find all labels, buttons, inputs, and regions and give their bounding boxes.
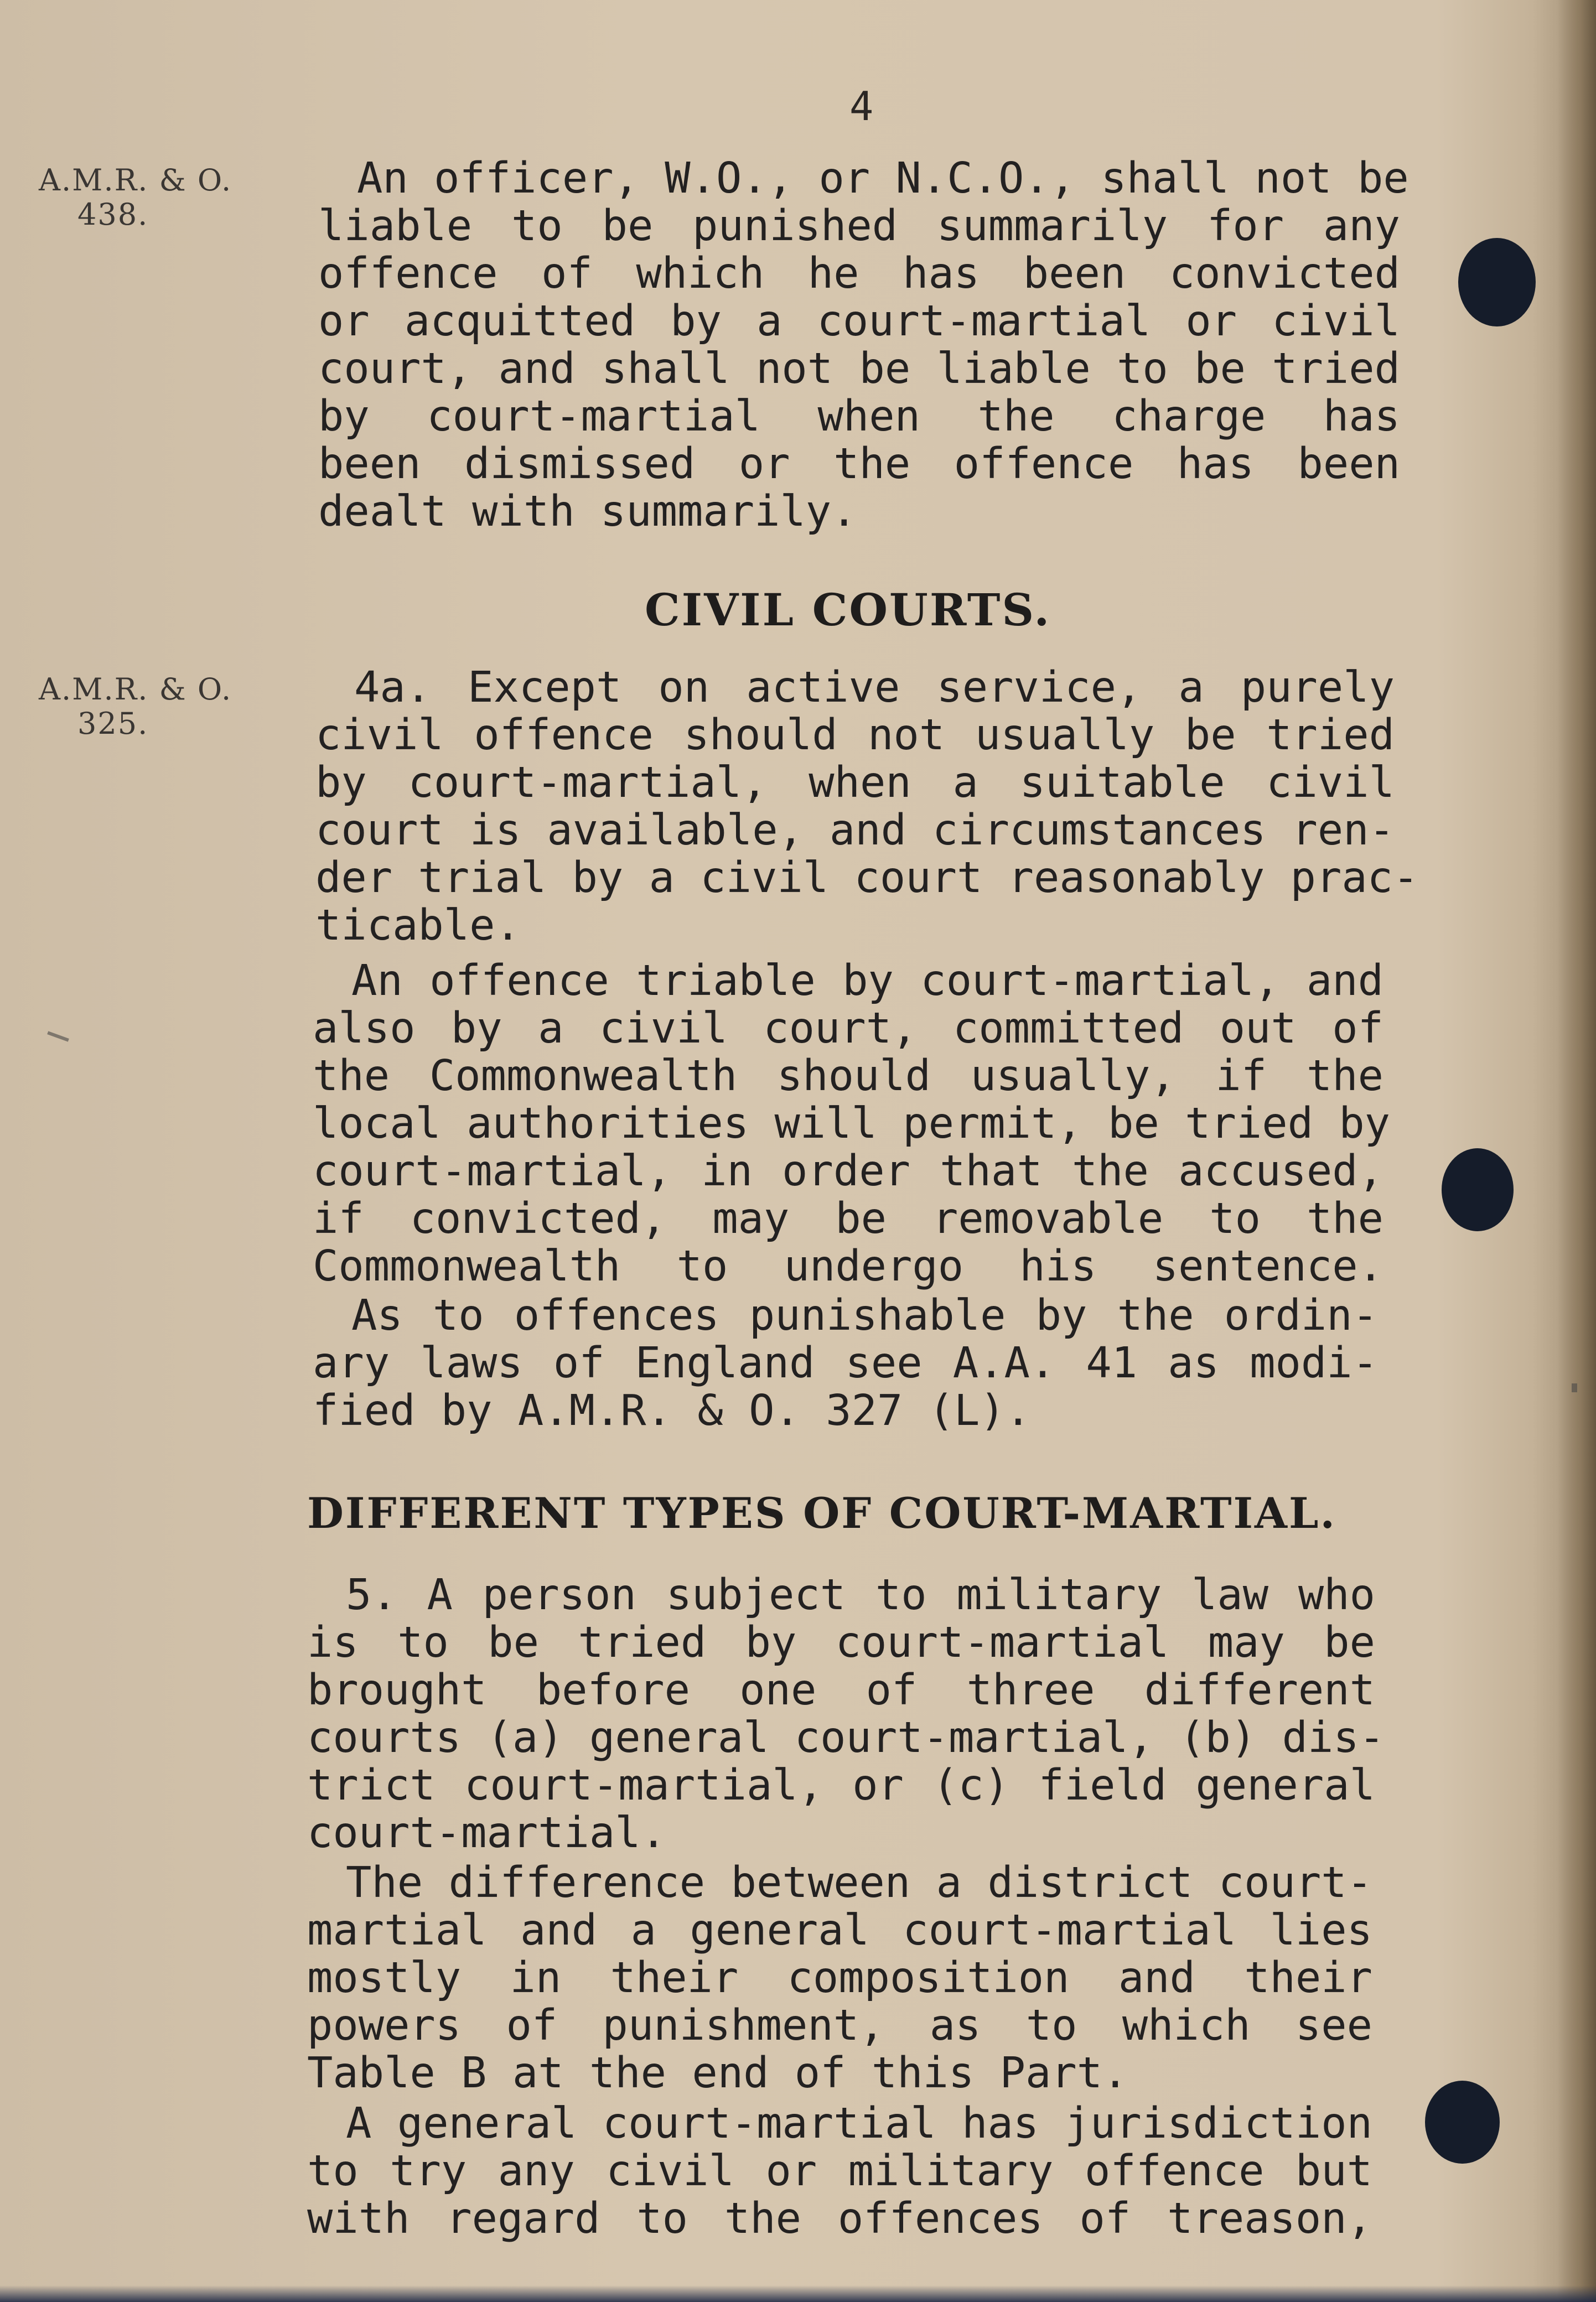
text-line: been dismissed or the offence has been: [318, 439, 1400, 489]
text-line: by court-martial, when a suitable civil: [315, 758, 1395, 807]
paragraph-offence-abroad: [313, 956, 1391, 1291]
paragraph-4a: [315, 663, 1419, 950]
text-line: dealt with summarily.: [318, 487, 857, 536]
text-line: civil offence should not usually be tried: [315, 711, 1395, 760]
margin-mark: [47, 1031, 69, 1041]
text-line: local authorities will permit, be tried by: [313, 1099, 1391, 1148]
text-line: An officer, W.O., or N.C.O., shall not be: [357, 154, 1409, 203]
text-line: is to be tried by court-martial may be: [307, 1618, 1375, 1667]
text-line: martial and a general court-martial lies: [307, 1906, 1372, 1955]
text-line: offence of which he has been convicted: [318, 249, 1400, 298]
text-line: ticable.: [315, 901, 521, 950]
page-edge-shadow: [1557, 0, 1596, 2302]
text-line: As to offences punishable by the ordin-: [351, 1291, 1378, 1340]
paragraph-difference: [307, 1859, 1372, 2097]
text-line: 4a. Except on active service, a purely: [354, 663, 1395, 712]
text-line: An offence triable by court-martial, and: [351, 956, 1383, 1005]
page-number: 4: [849, 83, 874, 129]
text-line: fied by A.M.R. & O. 327 (L).: [313, 1386, 1032, 1435]
paragraph-4: [318, 154, 1409, 536]
margin-mark: [1572, 1383, 1577, 1392]
paragraph-general-court-martial: [307, 2100, 1372, 2243]
text-line: The difference between a district court-: [346, 1858, 1372, 1907]
text-line: Commonwealth to undergo his sentence.: [313, 1242, 1383, 1291]
text-line: liable to be punished summarily for any: [318, 201, 1400, 251]
text-line: if convicted, may be removable to the: [313, 1194, 1383, 1243]
paragraph-laws-of-england: [313, 1292, 1378, 1435]
margin-reference: [39, 672, 232, 741]
text-line: courts (a) general court-martial, (b) dis-: [307, 1713, 1385, 1762]
text-line: court, and shall not be liable to be tried: [318, 344, 1400, 393]
text-line: court is available, and circumstances ren-: [315, 806, 1395, 855]
text-line: or acquitted by a court-martial or civil: [318, 297, 1400, 346]
text-line: der trial by a civil court reasonably prac-: [315, 853, 1419, 903]
text-line: by court-martial when the charge has: [318, 392, 1400, 441]
margin-ref-title: A.M.R. & O.: [39, 163, 232, 198]
text-line: to try any civil or military offence but: [307, 2147, 1372, 2196]
margin-ref-title: A.M.R. & O.: [39, 672, 232, 707]
text-line: also by a civil court, committed out of: [313, 1004, 1383, 1053]
punch-hole: [1442, 1148, 1514, 1231]
punch-hole: [1425, 2081, 1500, 2164]
paragraph-5: [307, 1570, 1385, 1858]
text-line: 5. A person subject to military law who: [346, 1570, 1375, 1620]
punch-hole: [1458, 238, 1536, 326]
section-heading-civil-courts: CIVIL COURTS.: [645, 584, 1051, 636]
text-line: A general court-martial has jurisdiction: [346, 2099, 1372, 2148]
text-line: with regard to the offences of treason,: [307, 2194, 1372, 2243]
margin-ref-number: 325.: [77, 706, 149, 741]
section-heading-court-martial-types: DIFFERENT TYPES OF COURT-MARTIAL.: [307, 1489, 1336, 1538]
margin-ref-number: 438.: [77, 197, 149, 232]
text-line: court-martial, in order that the accused,: [313, 1147, 1383, 1196]
bottom-edge-shadow: [0, 2285, 1596, 2302]
text-line: mostly in their composition and their: [307, 1953, 1372, 2003]
text-line: the Commonwealth should usually, if the: [313, 1051, 1383, 1101]
text-line: ary laws of England see A.A. 41 as modi-: [313, 1339, 1378, 1388]
text-line: Table B at the end of this Part.: [307, 2049, 1128, 2098]
text-line: brought before one of three different: [307, 1666, 1375, 1715]
text-line: court-martial.: [307, 1808, 667, 1858]
margin-reference: [39, 163, 232, 232]
text-line: trict court-martial, or (c) field general: [307, 1761, 1375, 1810]
text-line: powers of punishment, as to which see: [307, 2001, 1372, 2050]
